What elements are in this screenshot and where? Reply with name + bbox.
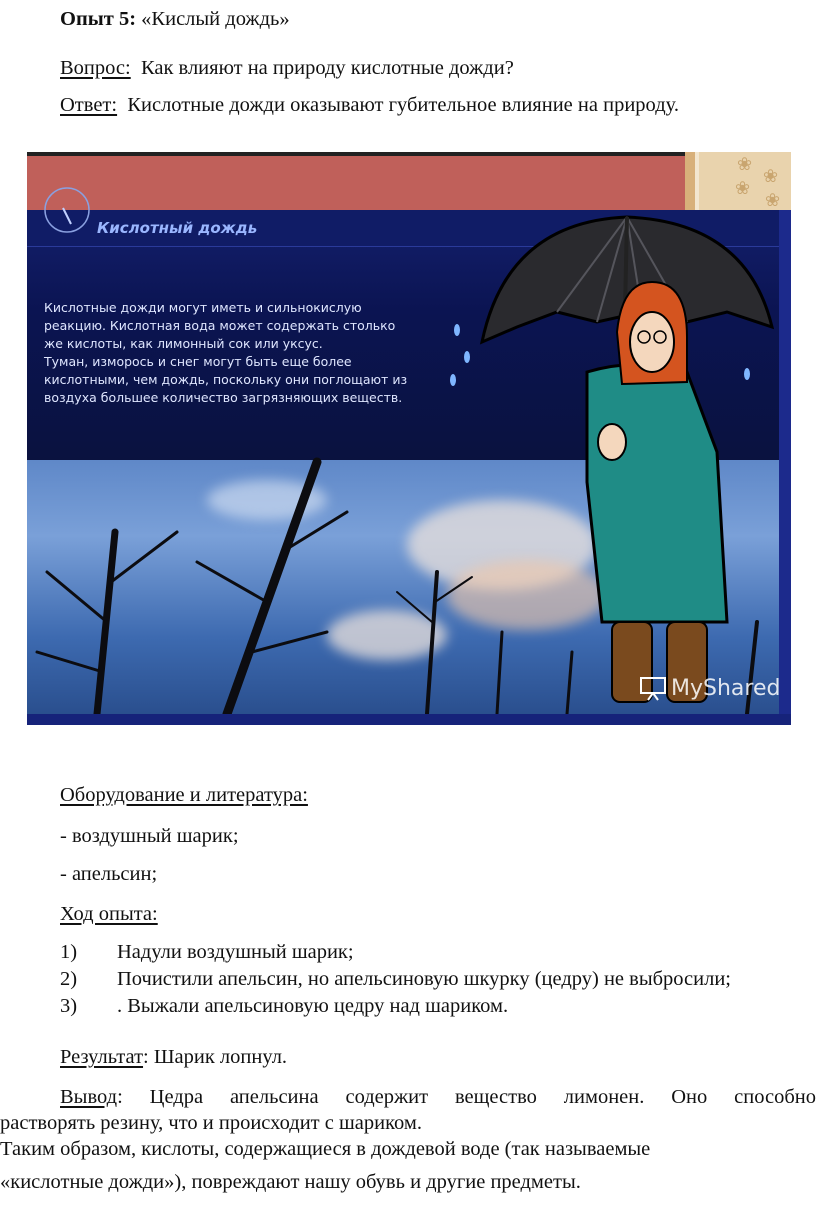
step-text: Надули воздушный шарик; [117,941,354,963]
procedure-heading: Ход опыта: [60,903,158,925]
equipment-item: - апельсин; [60,863,158,885]
question-text: Как влияют на природу кислотные дожди? [140,57,514,79]
conclusion-line: «кислотные дожди»), повреждают нашу обувь и другие предметы. [0,1171,581,1193]
experiment-title [60,6,290,32]
procedure-step [60,993,509,1019]
conclusion-label: Вывод [60,1086,118,1108]
answer-label: Ответ: [60,94,118,116]
conclusion-line: растворять резину, что и происходит с шариком. [0,1112,422,1134]
step-number: 1) [60,941,78,963]
conclusion-line: Таким образом, кислоты, содержащиеся в дождевой воде (так называемые [0,1138,651,1160]
slide-body-line: же кислоты, как лимонный сок или уксус. [44,336,323,351]
step-text: . Выжали апельсиновую цедру над шариком. [117,995,509,1017]
conclusion-text: : Цедра апельсина содержит вещество лимонен. Оно способно [117,1086,816,1108]
slide-body-line: воздуха большее количество загрязняющих веществ. [44,390,403,405]
step-number: 3) [60,995,78,1017]
step-text: Почистили апельсин, но апельсиновую шкурку (цедру) не выбросили; [117,968,731,990]
equipment-item: - воздушный шарик; [60,825,239,847]
presentation-icon [639,675,667,701]
watermark-text: MyShared [671,676,781,701]
slide-heading: Кислотный дождь [97,219,258,237]
slide-illustration [27,152,791,725]
question [60,55,514,81]
step-number: 2) [60,968,78,990]
slide-body-line: Туман, изморось и снег могут быть еще более [44,354,352,369]
acid-rain-slide-image [27,152,791,725]
slide-body-line: Кислотные дожди могут иметь и сильнокислую [44,300,362,315]
answer-text: Кислотные дожди оказывают губительное влияние на природу. [127,94,679,116]
slide-body-line: реакцию. Кислотная вода может содержать столько [44,318,396,333]
result-label: Результат [60,1046,144,1068]
slide-body-line: кислотными, чем дождь, поскольку они поглощают из [44,372,408,387]
experiment-name: «Кислый дождь» [141,8,290,30]
slide-decor-corner: ❀ ❀ ❀ ❀ [685,152,791,210]
equipment-heading: Оборудование и литература: [60,784,308,806]
slide-right-strip [779,210,791,725]
result [60,1044,287,1070]
conclusion-first-line [60,1084,816,1110]
woman-with-umbrella [482,217,772,702]
slide-bottom-bar [27,714,791,725]
result-text: : Шарик лопнул. [143,1046,288,1068]
procedure-step [60,966,731,992]
procedure-step [60,939,354,965]
answer [60,92,679,118]
question-label: Вопрос: [60,57,131,79]
experiment-label: Опыт 5: [60,8,137,30]
